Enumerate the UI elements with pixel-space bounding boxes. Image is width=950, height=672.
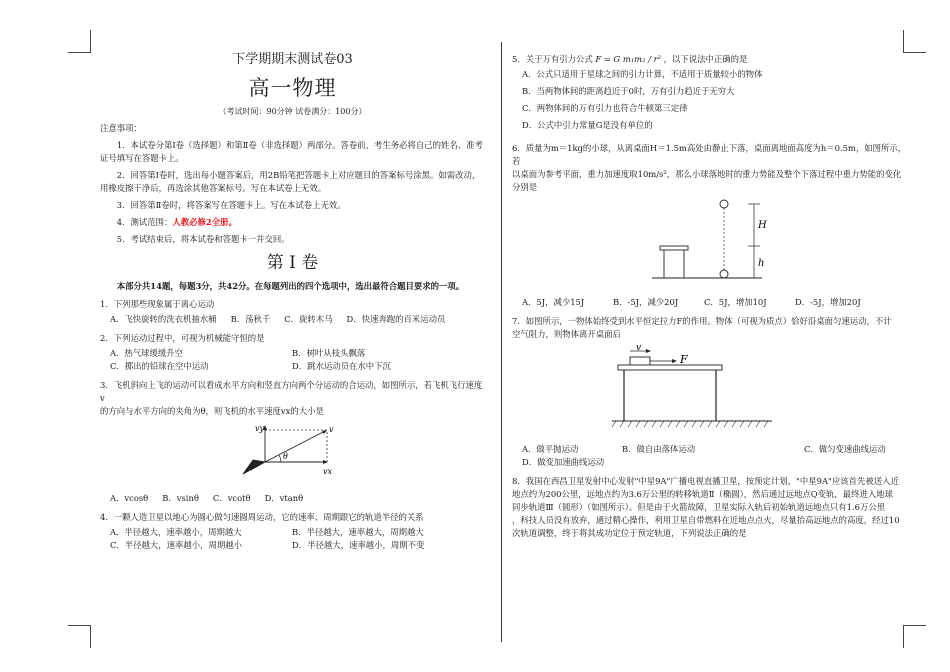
option-a[interactable]: A．公式只适用于星球之间的引力计算，不适用于质量较小的物体 (522, 69, 763, 80)
F-label: F (680, 353, 688, 367)
option-c[interactable]: C．vcotθ (212, 492, 251, 503)
section-intro: 本部分共14题，每题3分，共42分。在每题列出的四个选项中，选出最符合题目要求的一项。 (116, 280, 465, 291)
ball-bottom-icon (720, 270, 728, 278)
force-arrowhead (672, 359, 677, 363)
question-6-line-2: 以桌面为参考平面，重力加速度取10m/s²，那么小球落地时的重力势能及整个下落过程中重力势能的变化 (512, 169, 902, 180)
notice-4-prefix: 4．测试范围： (116, 217, 173, 228)
option-a[interactable]: A．vcosθ (110, 492, 149, 503)
question-1: 1．下列那些现象属于离心运动 (100, 298, 215, 309)
question-4-options (110, 526, 485, 552)
question-7 (512, 315, 912, 341)
velocity-diagram (223, 422, 363, 484)
question-2-options (110, 347, 485, 373)
theta-arc (279, 455, 281, 462)
option-c[interactable]: C．半径越大，速率越小，周期越小 (110, 539, 243, 550)
theta-label: θ (282, 451, 288, 461)
velocity-arrowhead (646, 349, 651, 353)
question-8-line-3: 同步轨道Ⅲ（圆形）（如图所示）。但是由于火箭故障，卫星实际入轨后初始轨道远地点只有1.6万公里 (512, 502, 886, 513)
option-a[interactable]: A．5J，减少15J (522, 297, 585, 308)
option-d[interactable]: D．半径越大，速率越小，周期不变 (292, 539, 425, 550)
question-8-line-2: 地点约为200公里，远地点约为3.6万公里的转移轨道Ⅱ（椭圆），然后通过远地点Q变轨，最终进入地球 (512, 489, 894, 500)
notice-5: 5．考试结束后，将本试卷和答题卡一并交回。 (116, 234, 290, 245)
question-5 (512, 53, 912, 66)
question-5-suffix: ，以下说法中正确的是 (663, 54, 748, 64)
corner-mark-bottom-right (903, 625, 926, 648)
question-7-line-2: 空气阻力，则物体离开桌面后 (512, 329, 621, 340)
question-3-line-2: 的方向与水平方向的夹角为θ，则飞机的水平速度vx的大小是 (100, 405, 324, 416)
table-force-diagram (612, 345, 782, 435)
option-b[interactable]: B．做自由落体运动 (622, 444, 696, 455)
left-column (100, 48, 485, 558)
option-b[interactable]: B．荡秋千 (230, 313, 271, 324)
option-a[interactable]: A．做平抛运动 (522, 444, 579, 455)
notice-2: 2．回答第Ⅰ卷时，选出每小题答案后，用2B铅笔把答题卡上对应题目的答案标号涂黑。如需改动，用橡皮擦干净后，再选涂其他答案标号。写在本试卷上无效。 (100, 170, 481, 194)
exam-meta: （考试时间：90分钟 试卷满分：100分） (218, 106, 367, 116)
right-column (512, 48, 912, 542)
question-3-line-1: 3．飞机斜向上飞的运动可以看成水平方向和竖直方向两个分运动的合运动，如图所示，若飞机飞行速度v (100, 379, 483, 403)
option-d[interactable]: D．vtanθ (264, 492, 304, 503)
v-label: v (328, 424, 334, 434)
notice-4 (100, 216, 485, 229)
option-c[interactable]: C．两物体间的万有引力也符合牛顿第三定律 (522, 103, 688, 114)
corner-mark-top-left (68, 30, 91, 53)
falling-ball-figure (512, 198, 912, 292)
question-8-line-1: 8．我国在西昌卫星发射中心发射"中星9A"广播电视直播卫星，按预定计划，"中星9A"应该首先被送入近 (512, 476, 899, 487)
subject-title: 高一物理 (248, 76, 337, 101)
question-4: 4．一颗人造卫星以地心为圆心做匀速圆周运动，它的速率、周期跟它的轨道半径的关系 (100, 511, 424, 522)
option-a[interactable]: A．热气球缓缓升空 (110, 347, 184, 358)
option-a[interactable]: A．飞快旋转的洗衣机抽水桶 (110, 313, 217, 324)
notice-3: 3．回答第Ⅱ卷时，将答案写在答题卡上。写在本试卷上无效。 (116, 200, 346, 211)
gravitation-formula: F = G m₁m₂ / r² (595, 54, 661, 64)
column-divider (501, 42, 502, 642)
option-c[interactable]: C．掷出的铅球在空中运动 (110, 360, 209, 371)
question-6-line-1: 6．质量为m＝1kg的小球，从离桌面H＝1.5m高处由静止下落，桌面离地面高度为h＝0.5m，如图所示，若 (512, 143, 907, 167)
airplane-icon (243, 460, 265, 474)
option-c[interactable]: C．5J，增加10J (704, 297, 767, 308)
option-a[interactable]: A．半径越大，速率越小，周期越大 (110, 526, 242, 537)
question-5-prefix: 5．关于万有引力公式 (512, 54, 593, 64)
corner-mark-bottom-left (68, 625, 91, 648)
question-8 (512, 475, 912, 540)
velocity-decomposition-figure (100, 422, 485, 488)
option-d[interactable]: D．公式中引力常量G是没有单位的 (522, 120, 653, 131)
question-7-line-1: 7．如图所示，一物体始终受到水平恒定拉力F的作用。物体（可视为质点）恰好沿桌面匀速运动，不计 (512, 316, 892, 327)
option-d[interactable]: D．快速奔跑的百米运动员 (346, 313, 446, 324)
section-title: 第 I 卷 (266, 253, 319, 274)
vy-label: vy (254, 423, 264, 433)
table-force-figure (512, 345, 912, 439)
vx-label: vx (322, 466, 332, 476)
option-b[interactable]: B．当两物体间的距离趋近于0时，万有引力趋近于无穷大 (522, 86, 735, 97)
option-d[interactable]: D．做变加速曲线运动 (522, 457, 605, 468)
question-8-line-5: 次轨道调整，终于将其成功定位于预定轨道，下列说法正确的是 (512, 528, 747, 539)
question-3 (100, 379, 485, 418)
h-label: h (758, 258, 765, 270)
notice-heading: 注意事项： (100, 123, 142, 134)
question-1-options (110, 313, 485, 326)
notice-4-scope: 人教必修2全册。 (172, 217, 237, 228)
option-c[interactable]: C．旋转木马 (284, 313, 333, 324)
table-top (660, 246, 688, 250)
option-d[interactable]: D．-5J，增加20J (795, 297, 861, 308)
v-arrow (265, 431, 325, 462)
question-5-options (522, 68, 912, 136)
option-b[interactable]: B．树叶从枝头飘落 (292, 347, 366, 358)
notice-1: 1．本试卷分第Ⅰ卷（选择题）和第Ⅱ卷（非选择题）两部分。答卷前，考生务必将自己的姓名、准考证号填写在答题卡上。 (100, 140, 483, 164)
option-b[interactable]: B．-5J，减少20J (613, 297, 679, 308)
floor-hatching (612, 421, 768, 427)
question-6-options (522, 296, 912, 309)
option-b[interactable]: B．半径越大，速率越大，周期越大 (292, 526, 424, 537)
question-2: 2．下列运动过程中，可视为机械能守恒的是 (100, 332, 265, 343)
ball-top-icon (720, 200, 728, 208)
question-6-line-3: 分别是 (512, 182, 538, 193)
option-b[interactable]: B．vsinθ (162, 492, 199, 503)
H-label: H (758, 220, 767, 232)
v-label: v (636, 345, 642, 354)
block-icon (630, 357, 650, 365)
option-d[interactable]: D．跳水运动员在水中下沉 (292, 360, 391, 371)
falling-ball-diagram (652, 198, 782, 288)
question-7-options (522, 443, 912, 469)
v-arrowhead (322, 430, 327, 434)
question-8-line-4: ，科技人员没有放弃，通过精心操作，利用卫星自带燃料在近地点点火，尽量抬高远地点的高度，经过10 (512, 515, 900, 526)
exam-title: 下学期期末测试卷03 (232, 52, 353, 67)
option-c[interactable]: C．做匀变速曲线运动 (804, 444, 886, 455)
question-3-options (110, 492, 485, 505)
question-6 (512, 142, 912, 194)
table-surface (618, 365, 722, 370)
